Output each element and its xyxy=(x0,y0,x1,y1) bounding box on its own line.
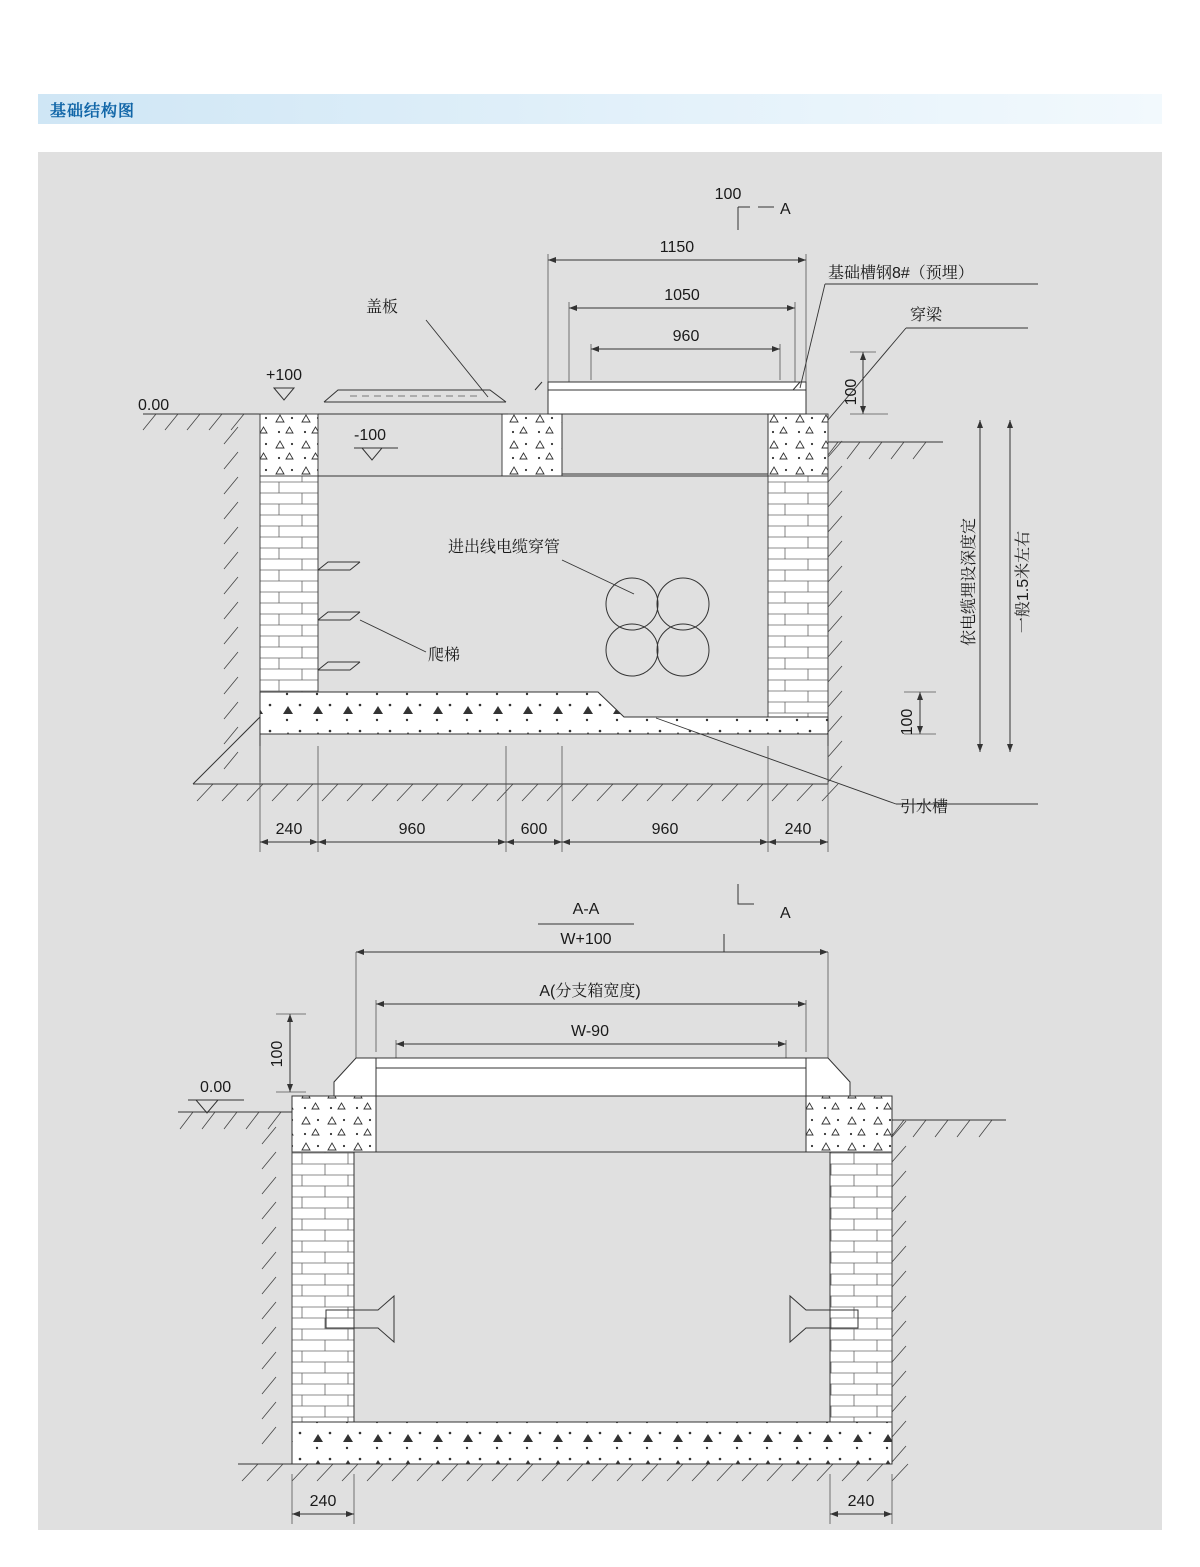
right-dim-100-bottom xyxy=(899,692,936,735)
channel-steel-beam xyxy=(548,382,806,474)
section-mark-label-a-bottom: A xyxy=(780,905,791,922)
section-mark-label-a: A xyxy=(780,201,791,218)
note-text-depth: 依电缆埋设深度定 xyxy=(961,517,978,647)
dim-text-w-minus-90: W-90 xyxy=(571,1023,609,1040)
label-cover-plate xyxy=(366,298,488,397)
note-approx-depth xyxy=(1010,420,1032,752)
top-dimension-960 xyxy=(591,328,780,380)
section-ground-bottom xyxy=(238,1464,908,1481)
elevation-plus100 xyxy=(266,367,302,400)
dim-text-960-right: 960 xyxy=(651,821,679,838)
top-fill-right xyxy=(768,414,828,476)
section-left-dim-100 xyxy=(269,1014,306,1092)
elevation-000 xyxy=(138,397,169,414)
section-dim-text-240-right: 240 xyxy=(847,1493,875,1510)
ground-hatch-right xyxy=(825,441,943,784)
dim-text-1150: 1150 xyxy=(659,239,695,256)
label-cable-conduit xyxy=(448,538,634,594)
section-mark-top xyxy=(715,186,791,230)
top-fill-left xyxy=(260,414,318,476)
label-text-cover: 盖板 xyxy=(366,299,399,316)
elev-text-plus100: +100 xyxy=(266,367,303,384)
section-left-dim-text-100: 100 xyxy=(269,1040,286,1068)
dim-text-240-right: 240 xyxy=(784,821,812,838)
label-text-drain: 引水槽 xyxy=(900,799,949,816)
section-dim-240-left xyxy=(292,1474,354,1524)
foundation-structure-drawing xyxy=(38,152,1162,1530)
note-depth-by-cable xyxy=(960,420,980,752)
section-dim-a-width xyxy=(376,982,806,1052)
page-title: 基础结构图 xyxy=(50,102,136,120)
section-header xyxy=(38,94,1162,124)
section-ground-left xyxy=(178,1112,292,1464)
cover-plate xyxy=(318,390,508,414)
right-dim-text-100-bottom: 100 xyxy=(899,708,916,736)
section-dim-w90 xyxy=(396,1023,786,1058)
dim-text-600: 600 xyxy=(520,821,548,838)
label-text-beam: 穿梁 xyxy=(910,307,943,324)
section-beam-plate xyxy=(376,1058,806,1096)
elevation-minus100 xyxy=(354,427,398,460)
dim-text-240-left: 240 xyxy=(275,821,303,838)
elev-text-000: 0.00 xyxy=(138,397,170,414)
section-fill-right xyxy=(806,1058,892,1152)
section-cavity xyxy=(354,1152,830,1422)
ladder xyxy=(318,562,360,670)
section-title xyxy=(538,901,634,924)
dim-text-a-width: A(分支箱宽度) xyxy=(539,983,641,1000)
section-base-slab xyxy=(292,1422,892,1464)
right-dim-100-top xyxy=(843,352,888,414)
section-mark-dim: 100 xyxy=(714,186,742,203)
bottom-dimension-chain xyxy=(260,746,828,852)
label-text-conduit: 进出线电缆穿管 xyxy=(448,539,561,556)
dim-text-960-top: 960 xyxy=(672,328,700,345)
top-fill-mid xyxy=(502,414,562,476)
dim-text-1050: 1050 xyxy=(664,287,700,304)
section-fill-left xyxy=(292,1058,376,1152)
section-mark-bottom xyxy=(724,884,791,952)
base-slab xyxy=(260,692,828,734)
elev-text-minus100: -100 xyxy=(354,427,387,444)
cable-conduits xyxy=(606,578,709,676)
dim-text-w-plus-100: W+100 xyxy=(560,931,612,948)
label-text-channel: 基础槽钢8#（预埋） xyxy=(828,265,974,282)
drawing-panel xyxy=(38,152,1162,1530)
label-text-ladder: 爬梯 xyxy=(428,647,461,664)
section-ground-right xyxy=(891,1120,1006,1464)
section-dim-240-right xyxy=(830,1474,892,1524)
section-elev-text: 0.00 xyxy=(200,1079,232,1096)
ground-hatch-left xyxy=(143,414,260,782)
section-elevation-000 xyxy=(188,1079,244,1113)
section-wall-left xyxy=(292,1152,354,1422)
right-dim-text-100-top: 100 xyxy=(843,378,860,406)
dim-text-960-left: 960 xyxy=(398,821,426,838)
section-dim-text-240-left: 240 xyxy=(309,1493,337,1510)
label-channel-steel xyxy=(800,264,1038,388)
note-text-approx: 一般1.5米左右 xyxy=(1015,530,1032,634)
section-title-text: A-A xyxy=(572,901,600,918)
label-ladder xyxy=(360,620,460,664)
top-dimension-1150 xyxy=(548,239,806,390)
section-wall-right xyxy=(830,1152,892,1422)
